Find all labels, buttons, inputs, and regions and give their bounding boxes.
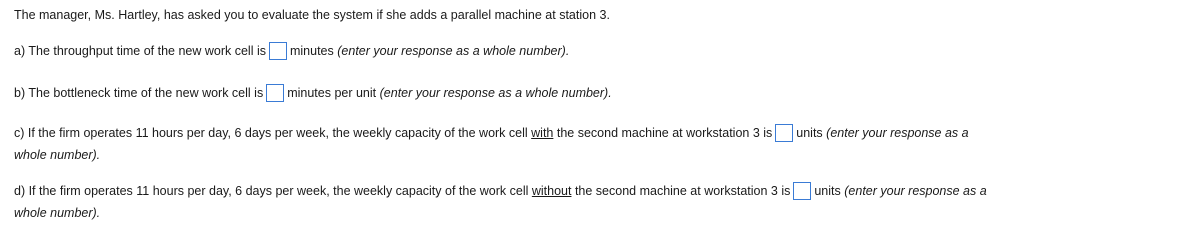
- question-c-hint: (enter your response as a: [826, 126, 969, 140]
- answer-b-input[interactable]: [266, 84, 284, 102]
- answer-a-input[interactable]: [269, 42, 287, 60]
- question-c-text: c) If the firm operates 11 hours per day, 6 days per week, the weekly capacity of the work cell: [14, 126, 528, 140]
- question-b: [14, 84, 612, 103]
- question-a: [14, 42, 569, 61]
- question-b-hint: (enter your response as a whole number).: [379, 86, 612, 100]
- question-a-text: a) The throughput time of the new work cell is: [14, 44, 266, 58]
- question-c-hint-continued: whole number).: [14, 148, 101, 162]
- question-c: [14, 124, 969, 143]
- question-c-middle: the second machine at workstation 3 is: [556, 126, 773, 140]
- question-a-hint: (enter your response as a whole number).: [337, 44, 570, 58]
- question-b-text: b) The bottleneck time of the new work cell is: [14, 86, 264, 100]
- answer-d-input[interactable]: [793, 182, 811, 200]
- question-b-unit: minutes per unit: [287, 86, 377, 100]
- question-c-unit: units: [796, 126, 823, 140]
- question-d-unit: units: [814, 184, 841, 198]
- question-d-middle: the second machine at workstation 3 is: [574, 184, 791, 198]
- question-a-unit: minutes: [289, 44, 334, 58]
- question-d: [14, 182, 987, 201]
- question-d-hint: (enter your response as a: [844, 184, 987, 198]
- answer-c-input[interactable]: [775, 124, 793, 142]
- question-d-emphasis: without: [531, 184, 572, 198]
- intro-text: The manager, Ms. Hartley, has asked you to evaluate the system if she adds a parallel machine at station 3.: [14, 8, 610, 22]
- question-d-hint-continued: whole number).: [14, 206, 101, 220]
- question-c-emphasis: with: [531, 126, 554, 140]
- question-d-text: d) If the firm operates 11 hours per day, 6 days per week, the weekly capacity of the work cell: [14, 184, 529, 198]
